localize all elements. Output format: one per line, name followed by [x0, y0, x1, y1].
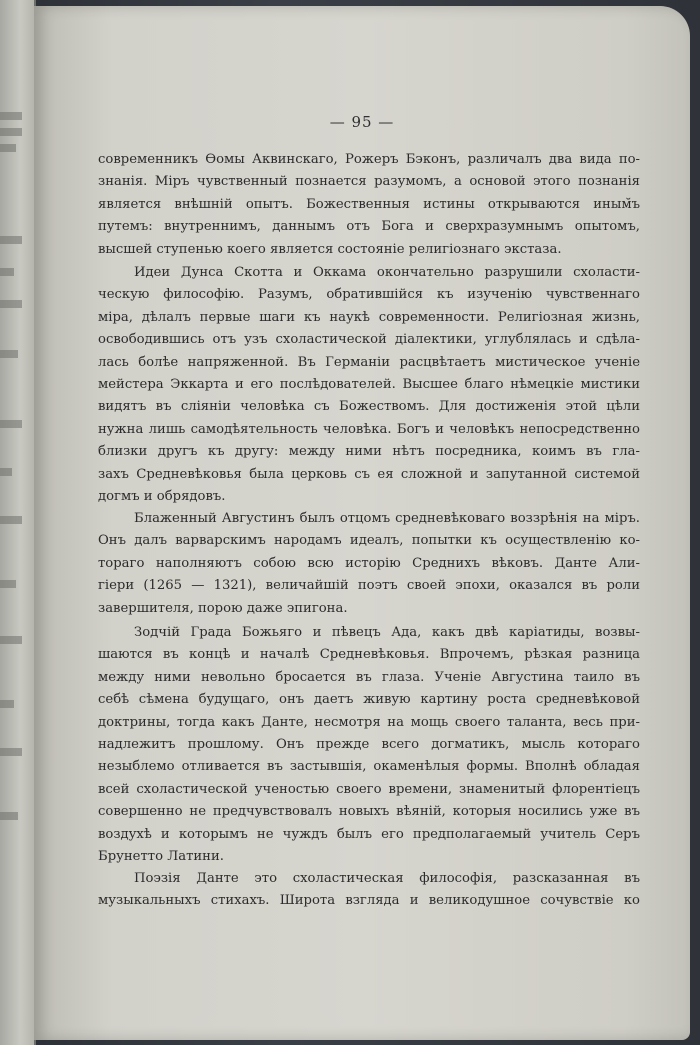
text-line: надлежитъ прошлому. Онъ прежде всего догматикъ, мысль котораго — [98, 736, 640, 752]
paragraph-3 — [98, 508, 640, 620]
text-line: захъ Средневѣковья была церковь съ ея сложной и запутанной системой — [98, 466, 640, 482]
text-line: освободившись отъ узъ схоластической діалектики, углублялась и сдѣла- — [98, 332, 640, 348]
paragraph-2 — [98, 262, 640, 508]
text-line: высшей ступенью коего является состояніе религіознаго экстаза. — [98, 241, 562, 257]
paragraph-4 — [98, 622, 640, 868]
text-line: Поэзія Данте это схоластическая философія, разсказанная въ — [134, 871, 640, 886]
text-line: близки другъ къ другу: между ними нѣтъ посредника, коимъ въ гла- — [98, 444, 640, 460]
facing-page-edge — [0, 0, 36, 1045]
text-line: мейстера Эккарта и его послѣдователей. Высшее благо нѣмецкіе мистики — [98, 376, 640, 392]
text-line: тораго наполняютъ собою всю исторію Среднихъ вѣковъ. Данте Али- — [98, 555, 640, 571]
text-line: между ними невольно бросается въ глаза. Ученіе Августина таило въ — [98, 669, 640, 685]
text-line: лась болѣе напряженной. Въ Германіи расцвѣтаетъ мистическое ученіе — [98, 354, 640, 370]
text-line: завершителя, порою даже эпигона. — [98, 600, 348, 616]
text-line: воздухѣ и которымъ не чуждъ былъ его предполагаемый учитель Сeръ — [98, 826, 640, 842]
text-line: является внѣшній опытъ. Божественныя истины открываются иным̆ъ — [98, 196, 640, 212]
text-line: доктрины, тогда какъ Данте, несмотря на мощь своего таланта, весь при- — [98, 714, 640, 730]
text-line: Зодчій Града Божьяго и пѣвецъ Ада, какъ двѣ каріатиды, возвы- — [134, 625, 640, 640]
text-line: путемъ: внутреннимъ, даннымъ отъ Бога и сверхразумнымъ опытомъ, — [98, 219, 640, 235]
text-line: себѣ сѣмена будущаго, онъ даетъ живую картину роста средневѣковой — [98, 692, 640, 708]
text-line: Онъ далъ варварскимъ народамъ идеалъ, попытки къ осуществленію ко- — [98, 533, 640, 549]
text-line: нужна лишь самодѣятельность человѣка. Богъ и человѣкъ непосредственно — [98, 421, 640, 437]
paragraph-5 — [98, 868, 640, 913]
text-line: Брунетто Латини. — [98, 848, 224, 864]
text-line: совершенно не предчувствовалъ новыхъ вѣяній, которыя носились уже въ — [98, 804, 640, 820]
text-line: знанія. Міръ чувственный познается разумомъ, а основой этого познанія — [98, 174, 640, 190]
text-line: видятъ въ сліяніи человѣка съ Божествомъ. Для достиженія этой цѣли — [98, 399, 640, 415]
text-line: современникъ Ѳомы Аквинскаго, Рожеръ Бэконъ, различалъ два вида по- — [98, 152, 640, 167]
text-line: шаются въ концѣ и началѣ Средневѣковья. Впрочемъ, рѣзкая разница — [98, 647, 640, 663]
text-line: гіери (1265 — 1321), величайшій поэтъ своей эпохи, оказался въ роли — [98, 578, 640, 594]
text-line: музыкальныхъ стихахъ. Широта взгляда и великодушное сочувствіе ко — [98, 893, 640, 909]
text-line: догмъ и обрядовъ. — [98, 488, 226, 504]
text-line: ческую философію. Разумъ, обратившійся къ изученію чувственнаго — [98, 287, 640, 303]
book-page — [34, 6, 690, 1040]
text-line: Идеи Дунса Скотта и Оккама окончательно разрушили схоласти- — [134, 265, 640, 280]
text-line: Блаженный Августинъ былъ отцомъ средневѣковаго воззрѣнія на міръ. — [134, 511, 640, 526]
text-line: міра, дѣлалъ первые шаги къ наукѣ современности. Религіозная жизнь, — [98, 309, 640, 325]
text-line: незыблемо отливается въ застывшія, окаменѣлыя формы. Вполнѣ обладая — [98, 759, 640, 775]
text-line: всей схоластической ученостью своего времени, знаменитый флорентiецъ — [98, 781, 640, 797]
paragraph-1 — [98, 149, 640, 261]
page-number: — 95 — — [329, 113, 395, 131]
